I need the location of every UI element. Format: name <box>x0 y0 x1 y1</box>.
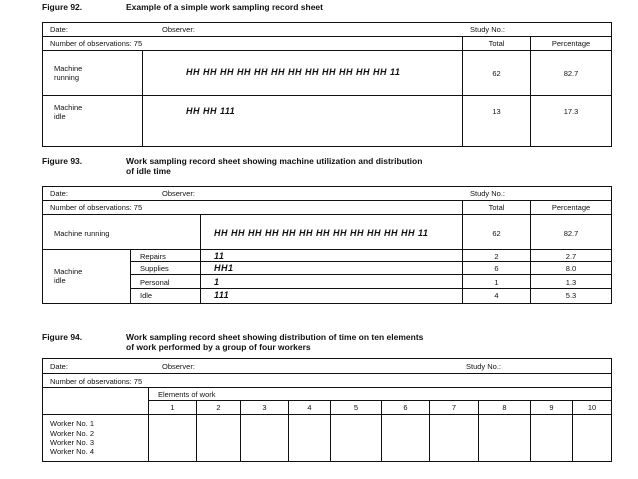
fig93-supplies-label: Supplies <box>140 264 169 273</box>
fig93-idle-label: Machine idle <box>54 267 83 285</box>
fig93-repairs-total: 2 <box>494 252 499 261</box>
fig94-observations: Number of observations: 75 <box>50 377 143 386</box>
fig93-running-tally: HH HH HH HH HH HH HH HH HH HH HH HH 11 <box>214 228 429 238</box>
fig94-worker-2: Worker No. 2 <box>50 429 95 438</box>
fig93-personal-label: Personal <box>140 278 170 287</box>
fig93-repairs-tally: 11 <box>214 251 225 261</box>
fig92-running-total: 62 <box>492 69 501 78</box>
fig94-study-label: Study No.: <box>466 362 502 371</box>
fig94-date-label: Date: <box>50 362 68 371</box>
figure-93-label: Figure 93. <box>42 156 83 166</box>
fig92-row-running-label: Machine running <box>54 64 83 82</box>
fig92-observer-label: Observer: <box>162 25 195 34</box>
fig94-col-1: 1 <box>170 403 175 412</box>
fig94-worker-1: Worker No. 1 <box>50 419 95 428</box>
fig94-col-5: 5 <box>353 403 359 412</box>
fig93-personal-total: 1 <box>494 278 499 287</box>
fig94-col-6: 6 <box>403 403 408 412</box>
fig93-repairs-label: Repairs <box>140 252 166 261</box>
fig93-idle-row-label: Idle <box>140 291 153 300</box>
fig93-observer-label: Observer: <box>162 189 195 198</box>
fig94-worker-4: Worker No. 4 <box>50 447 95 456</box>
fig93-idle-row-percentage: 5.3 <box>565 291 577 300</box>
fig92-running-percentage: 82.7 <box>563 69 579 78</box>
fig93-date-label: Date: <box>50 189 68 198</box>
figure-94-title: Work sampling record sheet showing distribution of time on ten elements of work performed by a group of four workers <box>126 332 424 352</box>
fig93-study-label: Study No.: <box>470 189 506 198</box>
fig94-col-7: 7 <box>451 403 457 412</box>
fig93-running-label: Machine running <box>54 229 110 238</box>
fig93-repairs-percentage: 2.7 <box>565 252 577 261</box>
fig93-percentage-header: Percentage <box>551 203 591 212</box>
fig94-col-4: 4 <box>307 403 312 412</box>
fig93-running-percentage: 82.7 <box>563 229 579 238</box>
fig92-idle-tally: HH HH 111 <box>186 106 236 116</box>
fig93-total-header: Total <box>488 203 505 212</box>
fig94-col-8: 8 <box>502 403 507 412</box>
fig92-study-label: Study No.: <box>470 25 506 34</box>
fig92-percentage-header: Percentage <box>551 39 591 48</box>
figure-92-title: Example of a simple work sampling record sheet <box>126 2 323 12</box>
fig93-supplies-percentage: 8.0 <box>565 264 577 273</box>
fig92-total-header: Total <box>488 39 505 48</box>
fig94-col-10: 10 <box>587 403 597 412</box>
fig92-idle-percentage: 17.3 <box>563 107 579 116</box>
fig93-supplies-tally: HH1 <box>214 263 234 273</box>
fig93-running-total: 62 <box>492 229 501 238</box>
fig94-col-3: 3 <box>262 403 267 412</box>
figure-92-label: Figure 92. <box>42 2 83 12</box>
figure-94-label: Figure 94. <box>42 332 83 342</box>
fig92-running-tally: HH HH HH HH HH HH HH HH HH HH HH HH 11 <box>186 67 401 77</box>
fig93-supplies-total: 6 <box>494 264 499 273</box>
fig93-personal-percentage: 1.3 <box>565 278 577 287</box>
fig93-idle-row-tally: 111 <box>214 290 230 300</box>
figure-93-title: Work sampling record sheet showing machine utilization and distribution of idle time <box>126 156 423 176</box>
fig94-elements-header: Elements of work <box>158 390 216 399</box>
fig92-observations: Number of observations: 75 <box>50 39 143 48</box>
fig93-idle-row-total: 4 <box>494 291 499 300</box>
fig93-observations: Number of observations: 75 <box>50 203 143 212</box>
fig92-idle-total: 13 <box>492 107 501 116</box>
fig94-col-9: 9 <box>549 403 554 412</box>
fig92-date-label: Date: <box>50 25 68 34</box>
fig92-row-idle-label: Machine idle <box>54 103 83 121</box>
fig94-worker-3: Worker No. 3 <box>50 438 95 447</box>
fig94-observer-label: Observer: <box>162 362 195 371</box>
fig93-personal-tally: 1 <box>214 277 220 287</box>
fig94-col-2: 2 <box>216 403 221 412</box>
